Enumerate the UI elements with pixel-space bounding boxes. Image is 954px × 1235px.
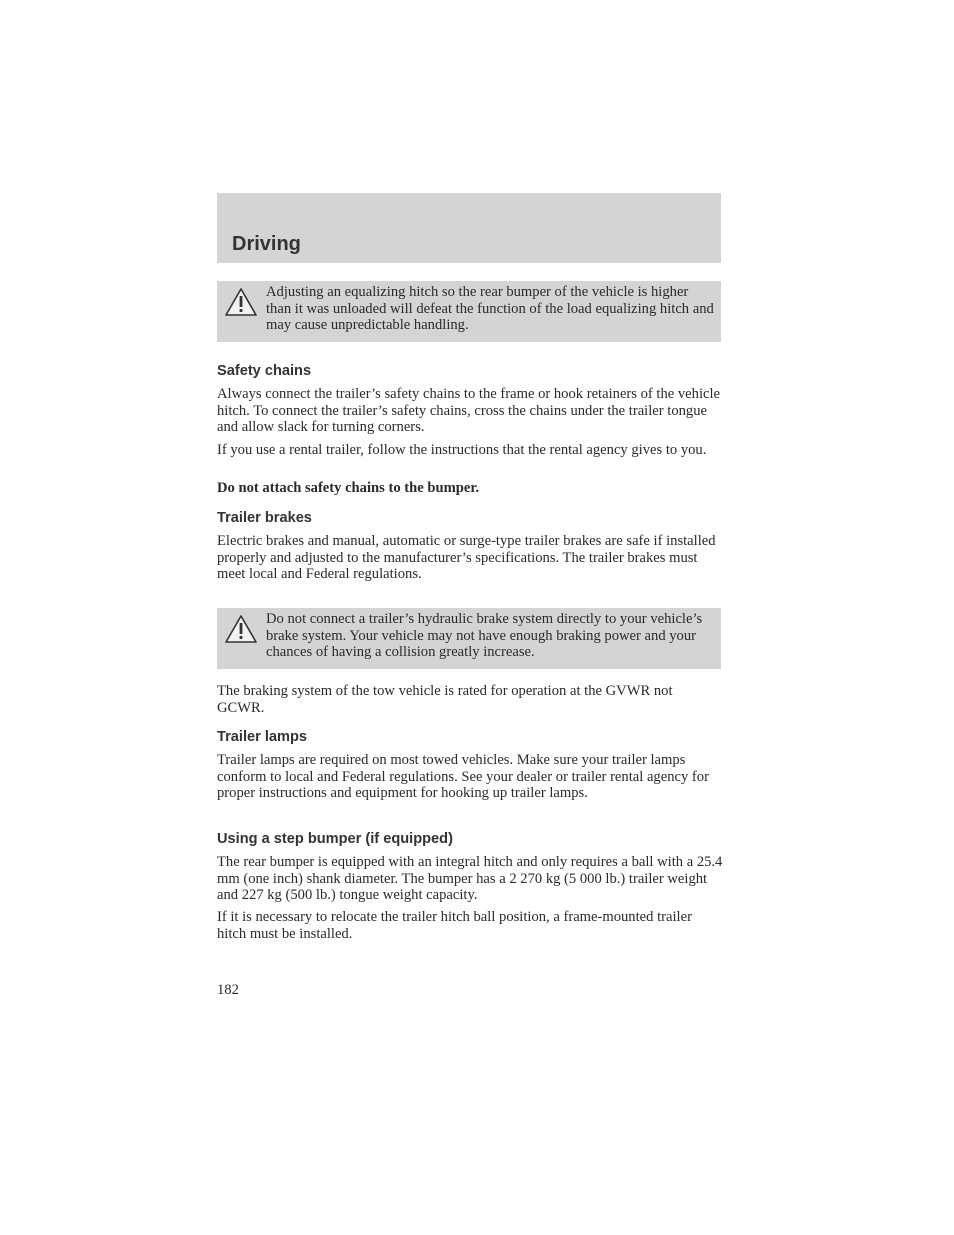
paragraph: The braking system of the tow vehicle is rated for operation at the GVWR not GCWR. — [217, 683, 673, 716]
paragraph: Electric brakes and manual, automatic or surge-type trailer brakes are safe if installed properly and adjusted to the manufacturer’s specifications. The trailer brakes must meet local and Federal regulations. — [217, 533, 716, 582]
heading-step-bumper: Using a step bumper (if equipped) — [217, 831, 453, 847]
warning-text: Adjusting an equalizing hitch so the rear bumper of the vehicle is higher than it was unloaded will defeat the function of the load equalizing hitch and may cause unpredictable handling. — [266, 284, 714, 333]
heading-trailer-brakes: Trailer brakes — [217, 510, 312, 526]
paragraph: Trailer lamps are required on most towed vehicles. Make sure your trailer lamps conform to local and Federal regulations. See your dealer or trailer rental agency for proper instructions and equipment for hooking up trailer lamps. — [217, 752, 709, 801]
heading-safety-chains: Safety chains — [217, 363, 312, 379]
section-title: Driving — [232, 233, 301, 255]
paragraph: The rear bumper is equipped with an integral hitch and only requires a ball with a 25.4 mm (one inch) shank diameter. The bumper has a 2 270 kg (5 000 lb.) trailer weight and 227 kg (500 lb.) tongue weight capacity. — [217, 854, 723, 903]
paragraph: If it is necessary to relocate the trailer hitch ball position, a frame-mounted trailer hitch must be installed. — [217, 909, 692, 942]
paragraph: Always connect the trailer’s safety chains to the frame or hook retainers of the vehicle hitch. To connect the trailer’s safety chains, cross the chains under the trailer tongue and allow slack for turning corners. — [217, 386, 721, 435]
page-number: 182 — [217, 982, 239, 998]
warning-text: Do not connect a trailer’s hydraulic brake system directly to your vehicle’s brake system. Your vehicle may not have enough braking power and your chances of having a collision greatly increase. — [266, 611, 703, 660]
section-header — [217, 193, 721, 263]
warning-box-hydraulic — [217, 608, 721, 669]
heading-trailer-lamps: Trailer lamps — [217, 729, 308, 745]
warning-box-hitch — [217, 281, 721, 342]
paragraph: If you use a rental trailer, follow the instructions that the rental agency gives to you. — [217, 442, 707, 458]
warning-triangle-icon — [224, 614, 258, 647]
paragraph-bold: Do not attach safety chains to the bumper. — [217, 480, 480, 496]
warning-triangle-icon — [224, 287, 258, 320]
